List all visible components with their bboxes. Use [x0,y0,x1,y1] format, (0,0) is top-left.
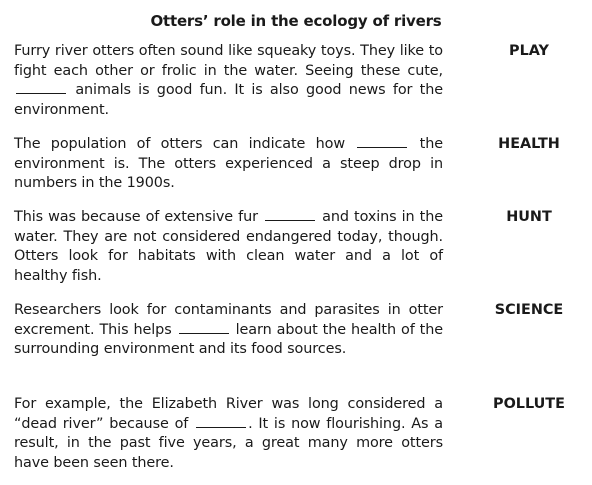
paragraph-2-text-before: The population of otters can indicate how [14,136,346,152]
paragraph-2 [14,135,443,194]
exercise-row-3 [14,208,580,286]
exercise-row-4 [14,301,580,360]
keyword-1: PLAY [509,43,549,59]
exercise-row-5 [14,395,580,473]
answer-blank-1[interactable] [16,92,66,94]
page-title: Otters’ role in the ecology of rivers [150,12,442,30]
keyword-5: POLLUTE [493,396,565,412]
answer-blank-2[interactable] [357,146,407,148]
paragraph-4-text-after: learn about the health of the surrounding environment and its food sources. [14,321,443,357]
keyword-3: HUNT [506,209,552,225]
paragraph-3-text-before: This was because of extensive fur [14,209,258,225]
paragraph-1-text-before: Furry river otters often sound like squeaky toys. They like to fight each other or frolic in the water. Seeing these cute, [14,43,443,79]
paragraph-3 [14,208,443,286]
paragraph-5 [14,395,443,473]
paragraph-2-text-after: the environment is. The otters experienced a steep drop in numbers in the 1900s. [14,136,443,191]
paragraph-5-text-after: . It is now flourishing. As a result, in the past five years, a great many more otters have been seen there. [14,415,443,471]
keyword-4: SCIENCE [494,302,564,318]
answer-blank-5[interactable] [196,426,246,428]
paragraph-1 [14,42,443,120]
answer-blank-3[interactable] [265,219,315,221]
paragraph-4 [14,301,443,360]
keyword-2: HEALTH [498,136,560,152]
paragraph-3-text-after: and toxins in the water. They are not considered endangered today, though. Otters look for habitats with clean water and a lot of healthy fish. [14,209,443,284]
answer-blank-4[interactable] [179,332,229,334]
paragraph-4-text-before: Researchers look for contaminants and parasites in otter excrement. This helps [14,302,443,338]
paragraph-1-text-after: animals is good fun. It is also good news for the environment. [14,82,443,118]
exercise-row-1 [14,42,580,120]
paragraph-5-text-before: For example, the Elizabeth River was long considered a “dead river” because of [14,396,443,432]
exercise-row-2 [14,135,580,194]
